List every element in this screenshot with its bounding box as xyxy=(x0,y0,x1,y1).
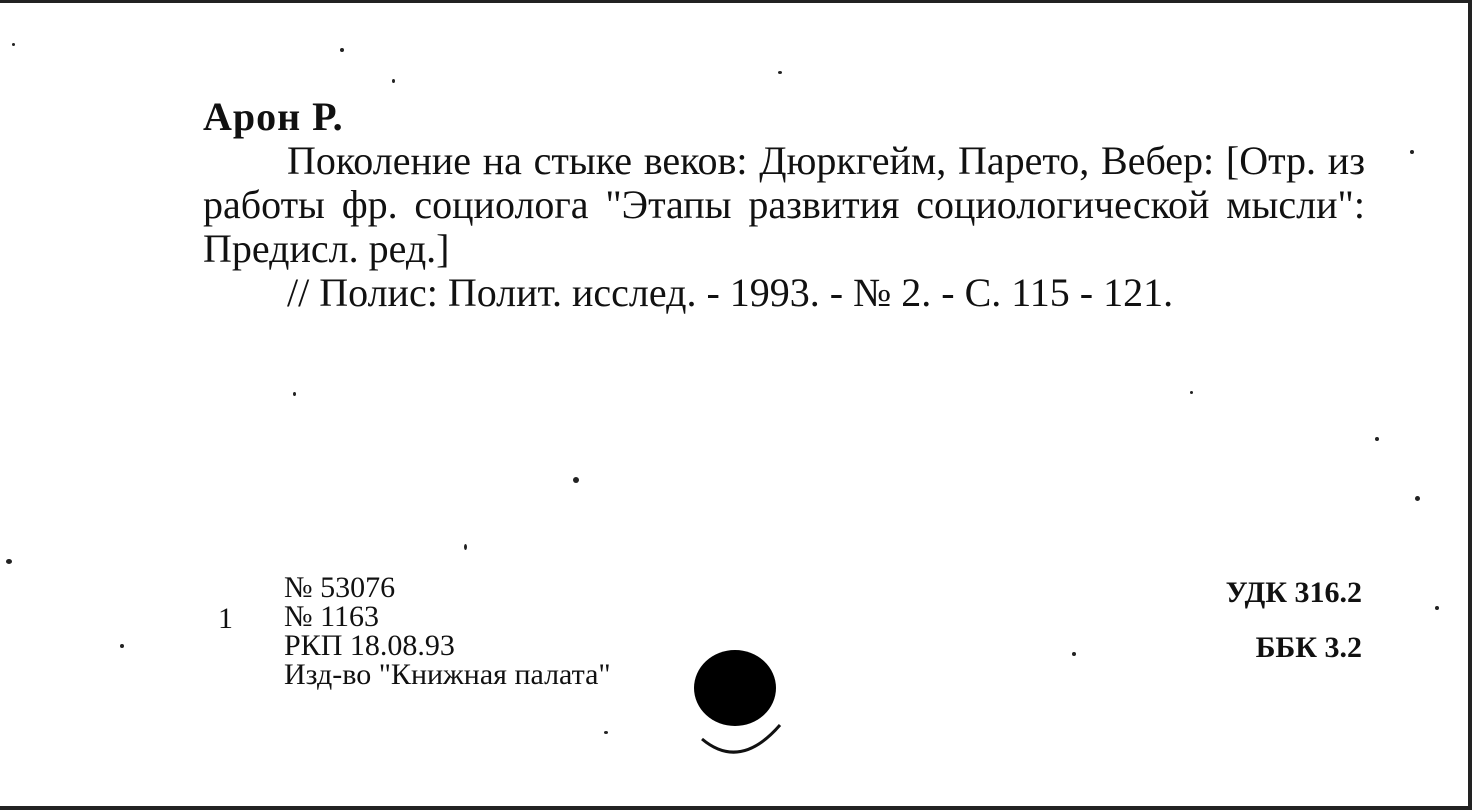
registration-number-2: № 1163 xyxy=(284,600,380,633)
speck xyxy=(6,559,12,564)
source-citation: // Полис: Полит. исслед. - 1993. - № 2. - С. 115 - 121. xyxy=(287,270,1174,315)
title-description: Поколение на стыке веков: Дюркгейм, Парето, Вебер: [Отр. из работы фр. социолога "Этапы развития социологической мысли": Предисл. ред.] xyxy=(203,138,1365,271)
bibliographic-record xyxy=(203,95,1365,315)
copies-count: 1 xyxy=(218,602,233,635)
registration-number-1: № 53076 xyxy=(284,571,396,604)
classification-codes xyxy=(1226,576,1362,686)
udk-code: УДК 316.2 xyxy=(1225,576,1362,609)
speck xyxy=(392,79,395,83)
speck xyxy=(573,477,579,483)
speck xyxy=(1072,652,1076,656)
speck xyxy=(1410,150,1414,154)
punch-hole-arc xyxy=(700,715,782,759)
speck xyxy=(778,71,782,74)
speck xyxy=(1435,606,1439,610)
speck xyxy=(340,48,344,52)
speck xyxy=(120,644,124,648)
publisher-line: Изд-во "Книжная палата" xyxy=(284,658,611,691)
speck xyxy=(1375,437,1379,441)
author-heading: Арон Р. xyxy=(203,94,344,139)
speck xyxy=(1415,496,1420,501)
registration-block xyxy=(284,573,611,689)
speck xyxy=(464,544,467,550)
registration-date: РКП 18.08.93 xyxy=(284,629,455,662)
speck xyxy=(1190,391,1193,394)
speck xyxy=(293,392,296,396)
speck xyxy=(12,43,15,46)
speck xyxy=(604,731,608,734)
bkl-code: ББК 3.2 xyxy=(1255,631,1362,664)
